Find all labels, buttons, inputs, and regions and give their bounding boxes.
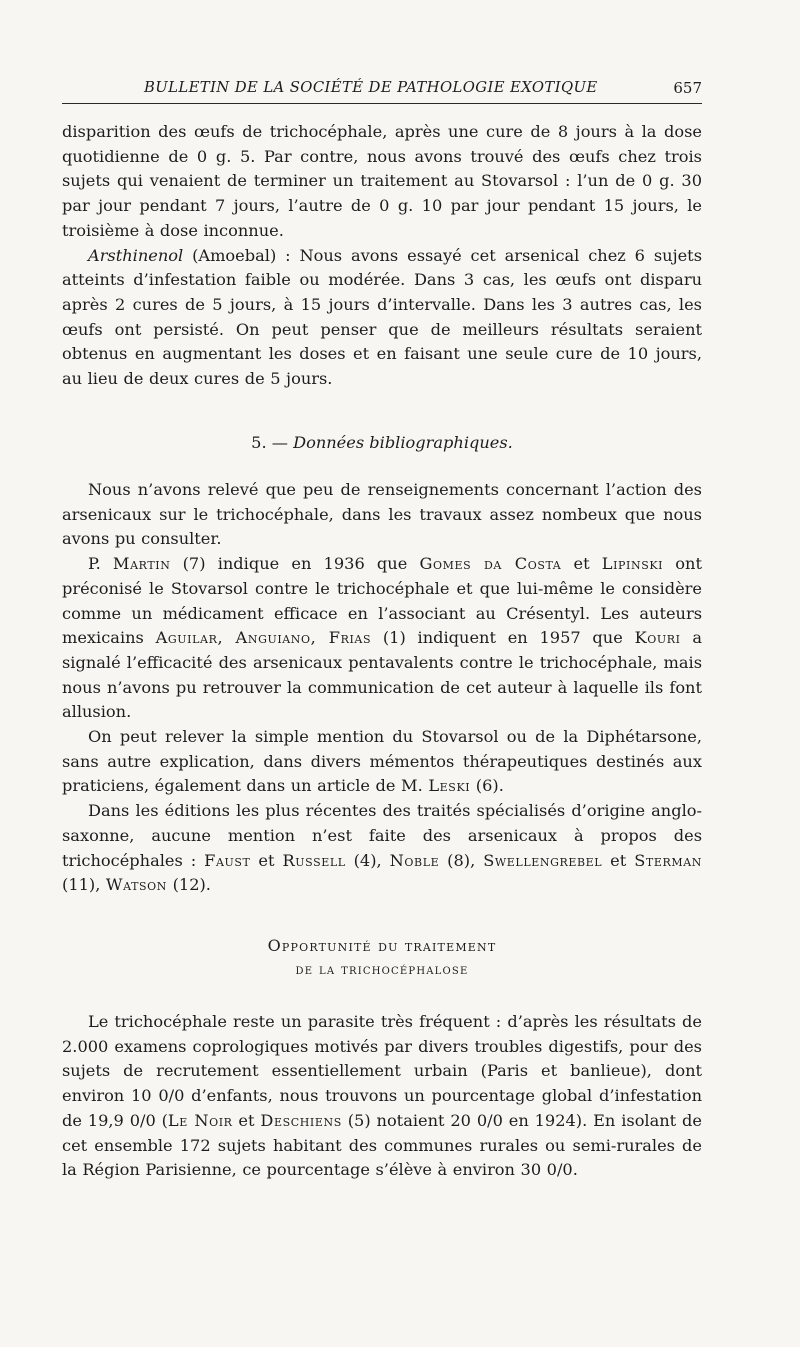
section-title: Données bibliographiques.: [293, 433, 513, 452]
term-arsthinenol: Arsthinenol: [88, 245, 184, 265]
text-run: et: [561, 554, 602, 574]
author-sterman: Sterman: [634, 850, 702, 870]
text-run: Le trichocéphale reste un parasite très fréquent : d’après les résultats de 2.000 examens coprologiques motivés par divers troubles digestifs, pour des sujets de recrutement essentiellement urbain (Paris et banlieue), dont environ 10 0/0 d’enfants, nous trouvons un pourcentage global d’infestation de 19,9 0/0 (: [62, 1012, 702, 1130]
text-block-top: [62, 120, 702, 392]
author-faust: Faust: [204, 850, 251, 870]
author-gomes-da-costa: Gomes da Costa: [419, 554, 562, 574]
text-block-middle: [62, 478, 702, 898]
paragraph-anglo-saxon: [62, 799, 702, 898]
authors-aguilar-anguiano-frias: Aguilar, Anguiano, Frias: [155, 628, 372, 648]
section-heading-line-1: Opportunité du traitement: [267, 936, 497, 955]
paragraph-mementos: [62, 725, 702, 799]
text-run: (5) notaient 20 0/0 en 1924). En isolant de cet ensemble 172 sujets habitant des communes rurales ou semi-rurales de la Région Parisienne, ce pourcentage s’élève à environ 30 0/0.: [62, 1110, 702, 1180]
author-kouri: Kouri: [634, 628, 681, 648]
text-run: (4),: [345, 850, 390, 870]
paragraph-arsthinenol: [62, 244, 702, 392]
paragraph-arsthinenol-text: (Amoebal) : Nous avons essayé cet arsenical chez 6 sujets atteints d’infestation faible ou modérée. Dans 3 cas, les œufs ont disparu après 2 cures de 5 jours, à 15 jours d’intervalle. Dans les 3 autres cas, les œufs ont persisté. On peut penser que de meilleurs résultats seraient obtenus en augmentant les doses et en faisant une seule cure de 10 jours, au lieu de deux cures de 5 jours.: [62, 245, 702, 389]
section-number: 5. —: [251, 433, 294, 452]
section-heading-opportunity: [62, 933, 702, 983]
author-swellengrebel: Swellengrebel: [483, 850, 603, 870]
text-run: Dans les éditions les plus récentes des traités spécialisés d’origine anglo-saxonne, aucune mention n’est faite des arsenicaux à propos des trichocéphales :: [62, 801, 702, 870]
text-run: a signalé l’efficacité des arsenicaux pentavalents contre le trichocéphale, mais nous n’avons pu retrouver la communication de cet auteur à laquelle ils font allusion.: [62, 628, 702, 722]
journal-title: BULLETIN DE LA SOCIÉTÉ DE PATHOLOGIE EXOTIQUE: [144, 79, 598, 96]
paragraph-prevalence: [62, 1010, 702, 1183]
author-russell: Russell: [282, 850, 346, 870]
author-noble: Noble: [389, 850, 440, 870]
text-run: ont préconisé le Stovarsol contre le trichocéphale et que lui-même le considère comme un médicament efficace en l’associant au Crésentyl. Les auteurs mexicains: [62, 554, 702, 648]
text-run: et: [232, 1110, 261, 1130]
paragraph-stovarsol-results: disparition des œufs de trichocéphale, après une cure de 8 jours à la dose quotidienne de 0 g. 5. Par contre, nous avons trouvé des œufs chez trois sujets qui venaient de terminer un traitement au Stovarsol : l’un de 0 g. 30 par jour pendant 7 jours, l’autre de 0 g. 10 par jour pendant 15 jours, le troisième à dose inconnue.: [62, 122, 702, 240]
paragraph-martin: [62, 552, 702, 725]
section-heading-line-2: de la trichocéphalose: [295, 962, 469, 978]
text-run: (7) indique en 1936 que: [170, 554, 420, 574]
author-leski: Leski: [428, 776, 471, 796]
text-run: On peut relever la simple mention du Stovarsol ou de la Diphétarsone, sans autre explication, dans divers mémentos thérapeutiques destinés aux praticiens, également dans un article de M.: [62, 727, 702, 796]
text-run: (11),: [62, 875, 106, 895]
paragraph-few-references: Nous n’avons relevé que peu de renseignements concernant l’action des arsenicaux sur le trichocéphale, dans les travaux assez nombeux que nous avons pu consulter.: [62, 480, 702, 549]
text-run: et: [602, 850, 635, 870]
text-block-bottom: [62, 1010, 702, 1183]
author-lipinski: Lipinski: [601, 554, 664, 574]
author-martin: Martin: [112, 554, 171, 574]
running-header: [62, 79, 702, 104]
section-heading-bibliography: [62, 433, 702, 452]
text-run: (1) indiquent en 1957 que: [371, 628, 635, 648]
author-le-noir: Le Noir: [167, 1110, 233, 1130]
author-deschiens: Deschiens: [260, 1110, 342, 1130]
page-number: 657: [673, 79, 702, 97]
text-run: (12).: [167, 875, 211, 895]
text-run: (6).: [470, 776, 504, 796]
text-run: P.: [88, 554, 113, 574]
text-run: (8),: [439, 850, 484, 870]
author-watson: Watson: [105, 875, 168, 895]
text-run: et: [250, 850, 283, 870]
